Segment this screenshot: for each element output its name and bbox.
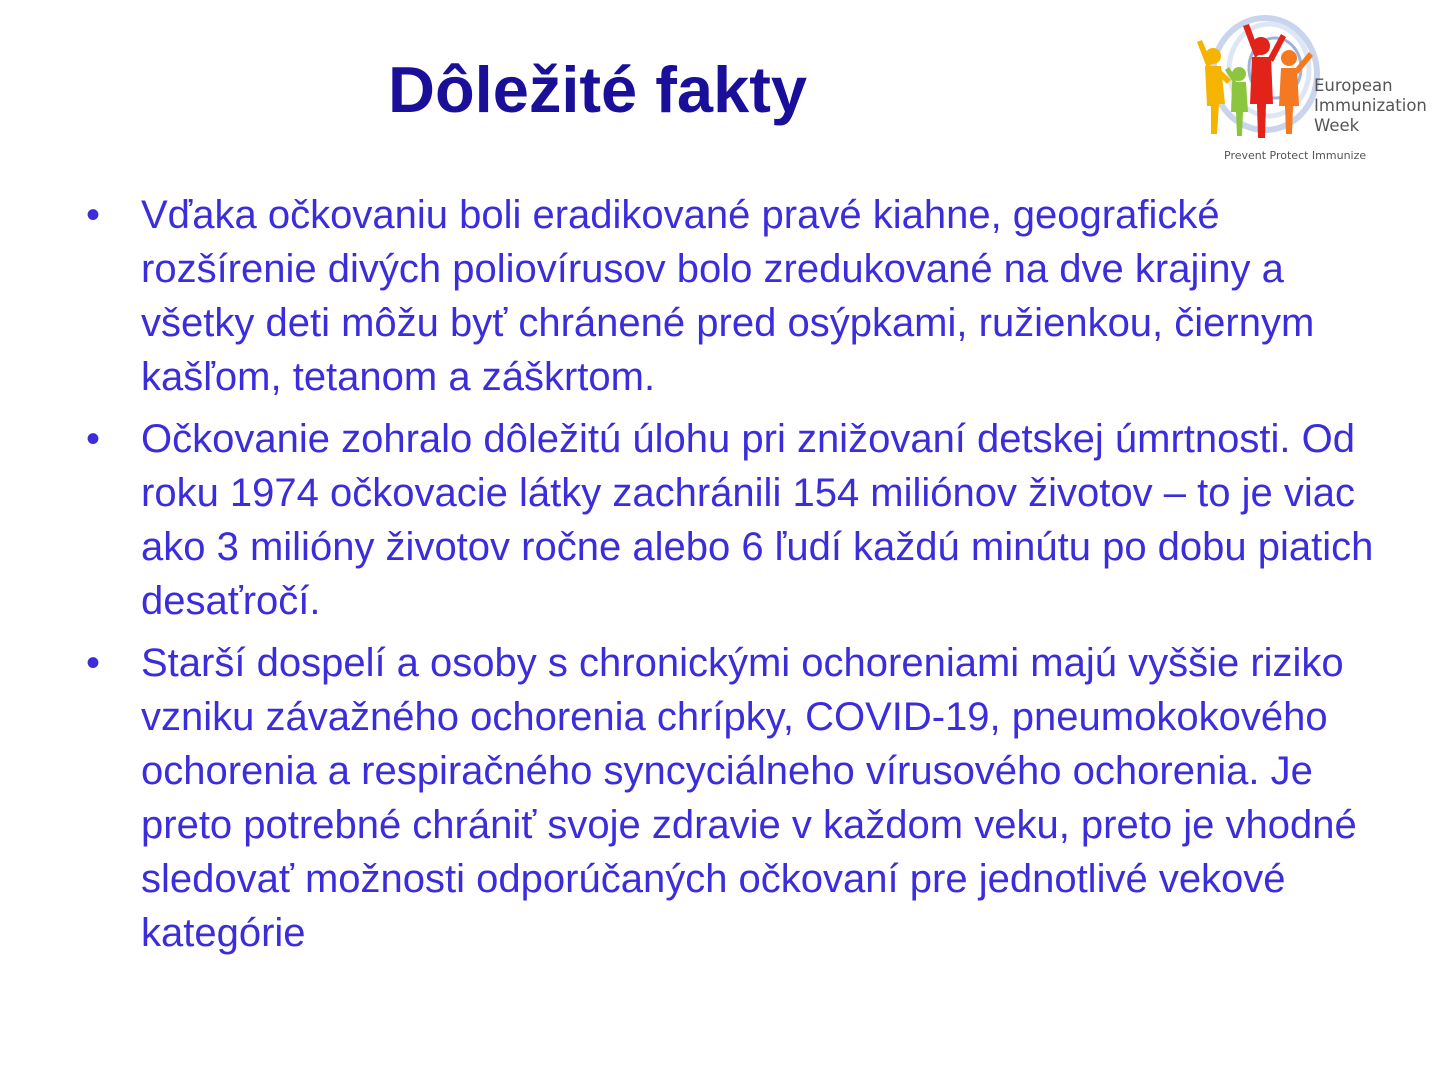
children-figures-logo-icon — [1185, 12, 1320, 142]
logo-text-line: European — [1314, 76, 1393, 95]
slide-title: Dôležité fakty — [388, 53, 808, 126]
fact-item — [80, 636, 1380, 960]
logo-text-line: Week — [1314, 116, 1360, 135]
bullet-marker: • — [86, 641, 101, 685]
bullet-marker: • — [86, 193, 101, 237]
bullet-marker: • — [86, 417, 101, 461]
fact-text: Vďaka očkovaniu boli eradikované pravé kiahne, geografické rozšírenie divých poliovírusov bolo zredukované na dve krajiny a všetky deti môžu byť chránené pred osýpkami, ružienkou, čiernym kašľom, tetanom a záškrtom. — [141, 193, 1315, 399]
logo-tagline: Prevent Protect Immunize — [1224, 149, 1367, 162]
fact-item — [80, 188, 1380, 404]
european-immunization-week-logo — [1185, 12, 1435, 170]
logo-text-line: Immunization — [1314, 96, 1427, 115]
fact-text: Očkovanie zohralo dôležitú úlohu pri znižovaní detskej úmrtnosti. Od roku 1974 očkovacie látky zachránili 154 miliónov životov – to je viac ako 3 milióny životov ročne alebo 6 ľudí každú minútu po dobu piatich desaťročí. — [141, 417, 1374, 623]
fact-text: Starší dospelí a osoby s chronickými ochoreniami majú vyššie riziko vzniku závažného ochorenia chrípky, COVID-19, pneumokokového ochorenia a respiračného syncyciálneho vírusového ochorenia. Je preto potrebné chrániť svoje zdravie v každom veku, preto je vhodné sledovať možnosti odporúčaných očkovaní pre jednotlivé vekové kategórie — [141, 641, 1357, 955]
fact-item — [80, 412, 1380, 628]
fact-list — [80, 188, 1380, 968]
